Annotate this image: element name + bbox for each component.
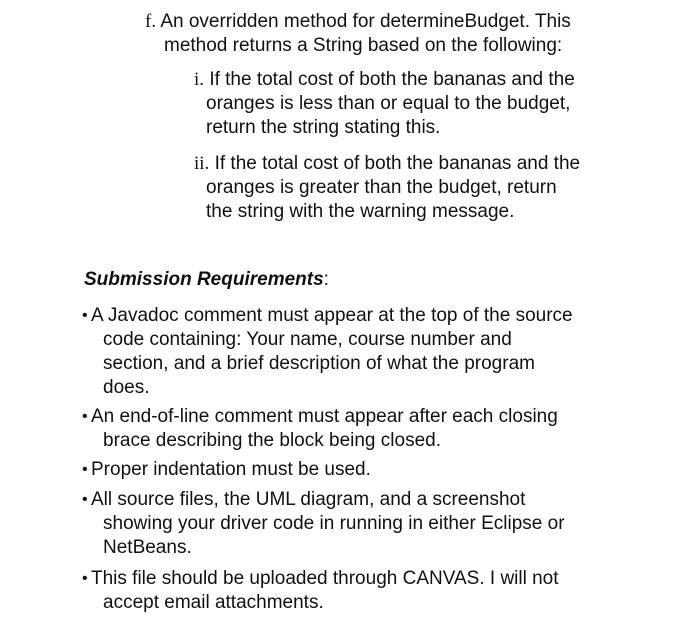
item-f-marker: f. [145, 11, 157, 32]
requirement-4-line-3: NetBeans. [103, 537, 192, 558]
requirement-3-line-1: Proper indentation must be used. [91, 459, 371, 480]
requirement-item-4 [82, 488, 565, 560]
sub-item-i-text-2: oranges is less than or equal to the budget, [206, 93, 571, 114]
sub-item-ii [194, 152, 580, 176]
item-f-continuation [164, 34, 562, 58]
requirement-item-1 [82, 304, 573, 400]
submission-heading-text: Submission Requirements [84, 269, 324, 290]
sub-item-ii-continuation [206, 176, 557, 224]
requirement-1-line-2: code containing: Your name, course number and [103, 329, 512, 350]
requirement-4-line-2: showing your driver code in running in either Eclipse or [103, 513, 565, 534]
sub-item-ii-line-1 [194, 152, 580, 176]
requirement-1-line-3: section, and a brief description of what the program [103, 353, 535, 374]
sub-item-ii-text-3: the string with the warning message. [206, 201, 515, 222]
requirement-item-5 [82, 567, 559, 615]
bullet-dot: • [82, 408, 88, 425]
requirement-1-line-4: does. [103, 377, 150, 398]
sub-item-ii-marker: ii. [194, 153, 210, 174]
bullet-dot: • [82, 570, 88, 587]
sub-item-ii-text-1: If the total cost of both the bananas and the [214, 153, 581, 174]
bullet-dot: • [82, 461, 88, 478]
requirement-2-line-2: brace describing the block being closed. [103, 430, 441, 451]
sub-item-ii-text-2: oranges is greater than the budget, return [206, 177, 557, 198]
item-f [145, 10, 571, 34]
item-f-text-2: method returns a String based on the following: [164, 35, 563, 56]
sub-item-i-text-3: return the string stating this. [206, 117, 441, 138]
requirement-item-2 [82, 405, 558, 453]
bullet-dot: • [82, 491, 88, 508]
item-f-line-1 [145, 10, 571, 34]
requirement-1-line-1: A Javadoc comment must appear at the top of the source [91, 305, 573, 326]
requirement-5-line-1: This file should be uploaded through CANVAS. I will not [91, 568, 559, 589]
requirement-2-line-1: An end-of-line comment must appear after each closing [91, 406, 558, 427]
requirement-5-line-2: accept email attachments. [103, 592, 324, 613]
bullet-dot: • [82, 307, 88, 324]
sub-item-i-line-1 [194, 68, 575, 92]
item-f-text-1: An overridden method for determineBudget. This [160, 11, 571, 32]
sub-item-i-continuation [206, 92, 570, 140]
requirement-item-3 [82, 458, 371, 482]
requirement-4-line-1: All source files, the UML diagram, and a screenshot [91, 489, 526, 510]
submission-heading-colon: : [323, 269, 329, 290]
sub-item-i-marker: i. [194, 69, 205, 90]
sub-item-i-text-1: If the total cost of both the bananas and the [209, 69, 575, 90]
submission-heading [84, 268, 329, 292]
sub-item-i [194, 68, 575, 92]
